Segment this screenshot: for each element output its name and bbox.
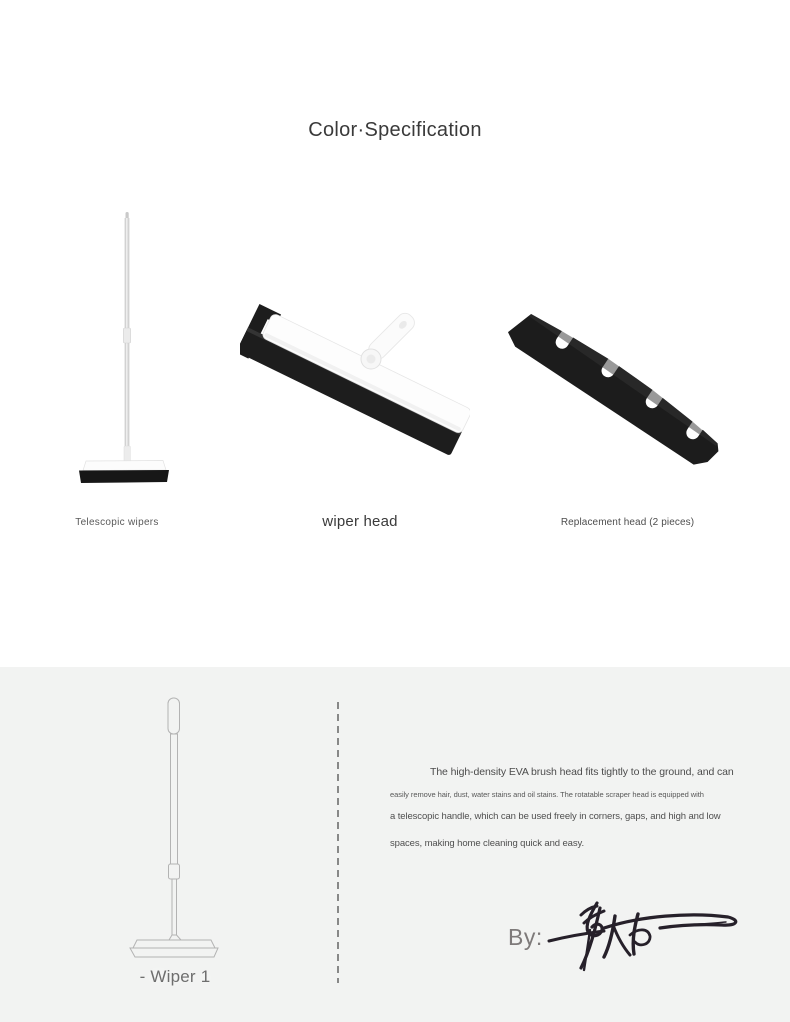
description-line: The high-density EVA brush head fits tightly to the ground, and can xyxy=(430,766,734,778)
page-title: Color·Specification xyxy=(308,119,482,142)
vertical-dashed-divider xyxy=(332,700,344,985)
telescopic-wiper-photo-icon xyxy=(60,208,200,493)
product-label-telescopic-wiper: Telescopic wipers xyxy=(75,517,159,528)
byline-label: By: xyxy=(508,924,543,950)
description-line: spaces, making home cleaning quick and easy. xyxy=(390,837,584,849)
variant-label: - Wiper 1 xyxy=(139,967,211,986)
product-label-wiper-head: wiper head xyxy=(322,513,398,530)
product-label-replacement-head: Replacement head (2 pieces) xyxy=(560,517,695,528)
handwritten-signature-icon xyxy=(540,875,750,980)
wiper-outline-sketch-icon xyxy=(115,690,245,970)
description-line: easily remove hair, dust, water stains and oil stains. The rotatable scraper head is equipped with xyxy=(390,789,704,799)
product-description xyxy=(390,767,760,848)
replacement-head-photo-icon xyxy=(505,290,740,475)
detail-section xyxy=(0,667,790,1022)
description-line: a telescopic handle, which can be used freely in corners, gaps, and high and low xyxy=(390,811,721,822)
wiper-head-photo-icon xyxy=(240,295,470,475)
